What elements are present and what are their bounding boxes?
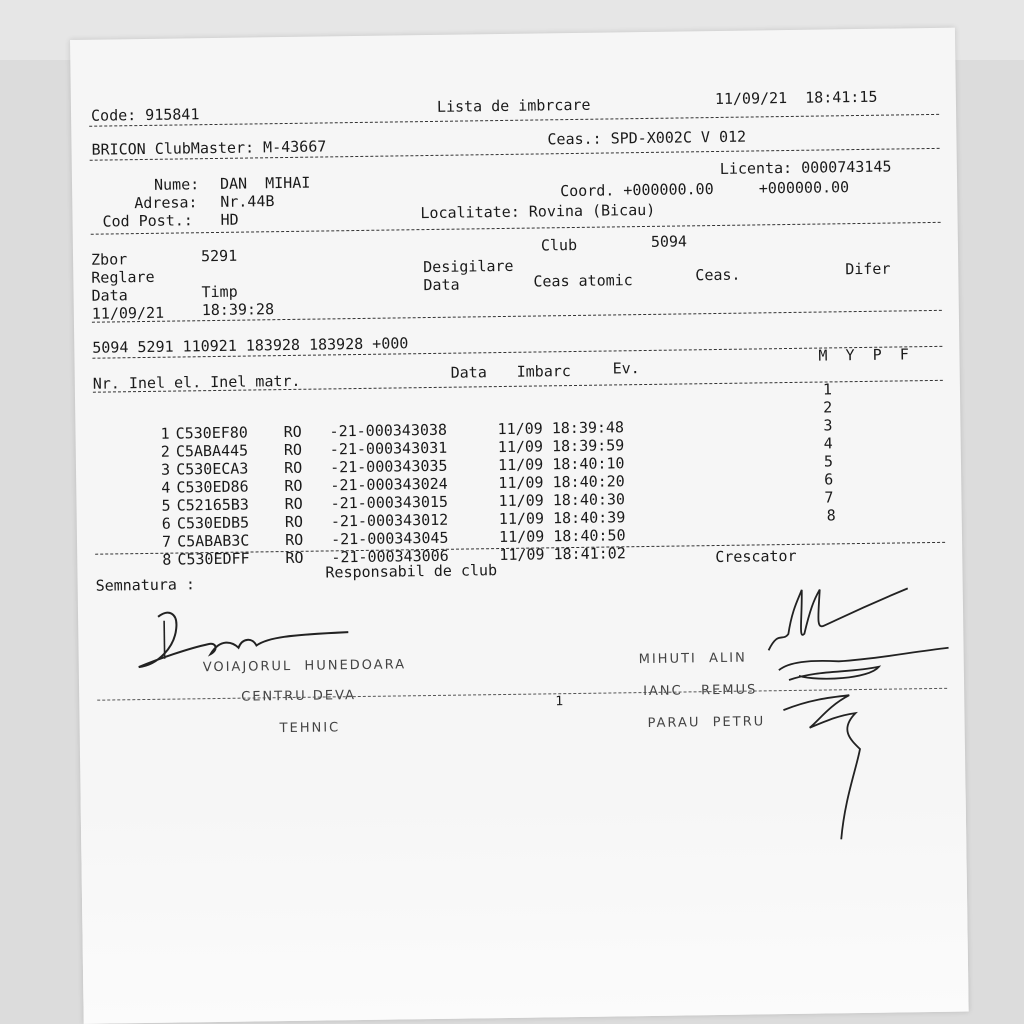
m-value: 4	[823, 434, 833, 453]
club-stamp-line-1: VOIAJORUL HUNEDOARA	[202, 657, 407, 676]
m-value: 5	[823, 452, 834, 471]
flight-number: 5291	[200, 246, 238, 266]
table-row: 1 C530EF80 RO -21-000343038 11/09 18:39:48	[160, 418, 625, 443]
club-signature	[128, 596, 359, 679]
data-label: Data	[91, 286, 128, 305]
timp-label: Timp	[201, 282, 238, 302]
atomic-clock-label: Ceas atomic	[533, 271, 633, 291]
table-row: 7 C5ABAB3C RO -21-000343045 11/09 18:40:50	[161, 526, 626, 551]
breeder-stamp-line-1: MIHUTI ALIN	[638, 650, 747, 668]
coordinates: Coord. +000000.00 +000000.00	[560, 178, 850, 201]
locality: Localitate: Rovina (Bicau)	[420, 200, 656, 223]
desigilare-label: Desigilare	[423, 256, 514, 277]
breeder-label: Crescator	[715, 546, 797, 567]
zbor-label: Zbor	[90, 250, 128, 269]
responsible-label: Responsabil de club	[325, 561, 498, 582]
table-row: 2 C5ABA445 RO -21-000343031 11/09 18:39:59	[160, 436, 625, 461]
print-datetime: 11/09/21 18:41:15	[714, 87, 878, 109]
name-label: Nume:	[153, 175, 200, 194]
setting-time: 18:39:28	[201, 300, 275, 320]
m-value: 6	[824, 470, 834, 489]
data-label-2: Data	[423, 275, 460, 295]
clock-label: Ceas.	[695, 265, 741, 285]
table-row: 8 C530EDFF RO -21-000343006 11/09 18:41:02	[162, 544, 626, 569]
table-header-mypf: M Y P F	[818, 345, 909, 365]
table-row: 5 C52165B3 RO -21-000343015 11/09 18:40:30	[161, 490, 626, 515]
clock-id: Ceas.: SPD-X002C V 012	[547, 127, 747, 149]
mark-one: 1	[555, 694, 564, 710]
difference-label: Difer	[845, 259, 891, 279]
setting-date: 11/09/21	[91, 303, 165, 323]
printed-sheet	[70, 28, 969, 1024]
club-stamp-line-3: TEHNIC	[279, 720, 341, 737]
owner-name: DAN MIHAI	[219, 173, 311, 193]
m-value: 3	[823, 416, 833, 435]
owner-postcode: HD	[220, 210, 239, 229]
table-header-imbarc: Imbarc	[516, 362, 571, 381]
license-number: Licenta: 0000743145	[719, 157, 892, 178]
divider	[89, 114, 939, 127]
breeder-stamp-line-3: PARAU PETRU	[647, 714, 766, 732]
club-stamp-line-2: CENTRU DEVA	[241, 688, 357, 705]
m-value: 2	[823, 398, 833, 417]
table-row: 3 C530ECA3 RO -21-000343035 11/09 18:40:10	[160, 454, 625, 479]
divider	[91, 222, 941, 235]
reglare-label: Reglare	[91, 267, 155, 287]
table-row: 6 C530EDB5 RO -21-000343012 11/09 18:40:39	[161, 508, 626, 533]
table-header-data: Data	[450, 363, 487, 382]
address-label: Adresa:	[134, 193, 198, 213]
document-title: Lista de imbrcare	[436, 95, 591, 116]
summary-line: 5094 5291 110921 183928 183928 +000	[92, 334, 409, 357]
signature-label: Semnatura :	[95, 575, 196, 595]
postcode-label: Cod Post.:	[102, 211, 193, 231]
m-value: 7	[824, 488, 834, 507]
m-value: 1	[822, 380, 833, 399]
breeder-signatures	[757, 568, 961, 851]
breeder-stamp-line-2: IANC REMUS	[643, 682, 758, 700]
owner-address: Nr.44B	[220, 192, 275, 211]
club-number: 5094	[650, 232, 688, 251]
table-row: 4 C530ED86 RO -21-000343024 11/09 18:40:20	[161, 472, 625, 497]
m-value: 8	[826, 506, 836, 525]
device-id: BRICON ClubMaster: M-43667	[91, 137, 327, 159]
table-header-left: Nr. Inel el. Inel matr.	[92, 371, 301, 393]
table-header-ev: Ev.	[612, 359, 640, 378]
code-text: Code: 915841	[90, 105, 200, 125]
club-label: Club	[540, 235, 578, 255]
